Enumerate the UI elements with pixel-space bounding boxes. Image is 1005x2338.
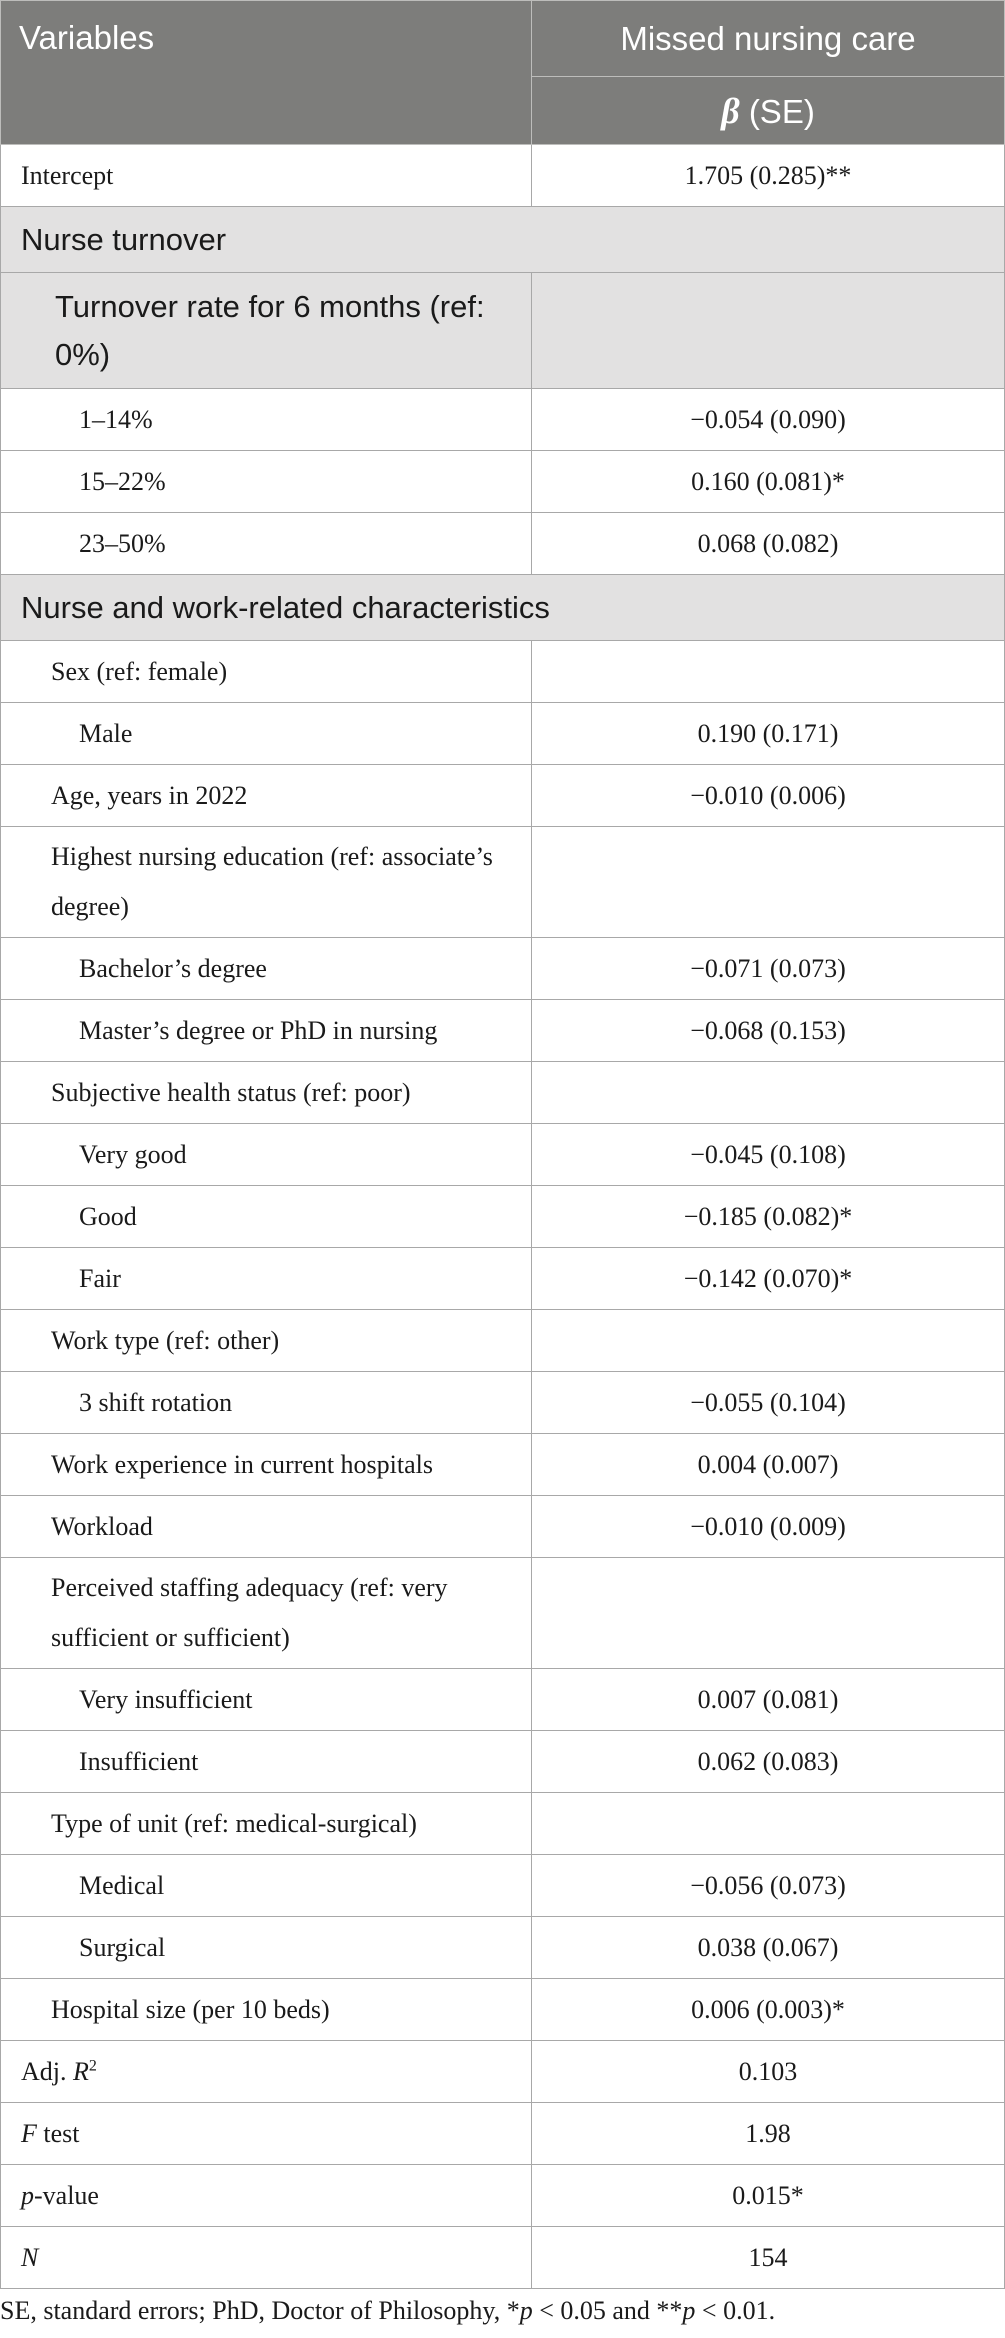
row-label-adj-r2 <box>1 2041 532 2103</box>
label-suffix: -value <box>34 2180 99 2210</box>
row-label-p-value <box>1 2165 532 2227</box>
row-value: 0.190 (0.171) <box>532 703 1005 765</box>
row-value: −0.185 (0.082)* <box>532 1186 1005 1248</box>
table-row <box>1 1558 1005 1669</box>
table-row <box>1 1248 1005 1310</box>
header-outcome: Missed nursing care <box>532 1 1005 77</box>
row-value: 0.006 (0.003)* <box>532 1979 1005 2041</box>
row-value <box>532 1310 1005 1372</box>
row-value: 0.160 (0.081)* <box>532 451 1005 513</box>
row-value <box>532 273 1005 389</box>
row-label: Work experience in current hospitals <box>1 1434 532 1496</box>
table-row <box>1 145 1005 207</box>
row-label: Bachelor’s degree <box>1 938 532 1000</box>
table-row <box>1 1310 1005 1372</box>
section-label: Nurse and work-related characteristics <box>1 575 1005 641</box>
row-value: −0.071 (0.073) <box>532 938 1005 1000</box>
row-label: Intercept <box>1 145 532 207</box>
table-row <box>1 1434 1005 1496</box>
row-value: −0.056 (0.073) <box>532 1855 1005 1917</box>
beta-se-label: (SE) <box>748 92 815 130</box>
footnote-text: SE, standard errors; PhD, Doctor of Philosophy, * <box>0 2296 520 2325</box>
label-variable: N <box>21 2242 39 2272</box>
row-label: Subjective health status (ref: poor) <box>1 1062 532 1124</box>
table-row <box>1 1124 1005 1186</box>
footnote-text: < 0.05 and ** <box>532 2296 683 2325</box>
table-row <box>1 2165 1005 2227</box>
section-row <box>1 207 1005 273</box>
row-label: Type of unit (ref: medical-surgical) <box>1 1793 532 1855</box>
row-label: Very good <box>1 1124 532 1186</box>
row-value: −0.068 (0.153) <box>532 1000 1005 1062</box>
row-value: 0.004 (0.007) <box>532 1434 1005 1496</box>
row-value: −0.045 (0.108) <box>532 1124 1005 1186</box>
header-beta-se <box>532 77 1005 145</box>
table-row <box>1 827 1005 938</box>
section-label: Nurse turnover <box>1 207 1005 273</box>
row-label: Fair <box>1 1248 532 1310</box>
table-row <box>1 1496 1005 1558</box>
row-label-f-test <box>1 2103 532 2165</box>
table-row <box>1 938 1005 1000</box>
row-value: −0.010 (0.006) <box>532 765 1005 827</box>
row-label: Surgical <box>1 1917 532 1979</box>
row-label: 15–22% <box>1 451 532 513</box>
footnote-p: p <box>519 2296 533 2325</box>
row-label: Work type (ref: other) <box>1 1310 532 1372</box>
label-variable: F <box>21 2118 37 2148</box>
row-label: Master’s degree or PhD in nursing <box>1 1000 532 1062</box>
row-value <box>532 641 1005 703</box>
row-value: 1.705 (0.285)** <box>532 145 1005 207</box>
label-suffix: test <box>36 2118 80 2148</box>
footnote-text: < 0.01. <box>695 2296 776 2325</box>
row-label: Perceived staffing adequacy (ref: very sufficient or sufficient) <box>1 1558 532 1669</box>
row-value <box>532 1793 1005 1855</box>
row-value: 0.038 (0.067) <box>532 1917 1005 1979</box>
row-value: 0.103 <box>532 2041 1005 2103</box>
table-row <box>1 1917 1005 1979</box>
subgroup-label: Turnover rate for 6 months (ref: 0%) <box>1 273 532 389</box>
table-row <box>1 1372 1005 1434</box>
row-label: 1–14% <box>1 389 532 451</box>
label-variable: R <box>73 2056 89 2086</box>
label-prefix: Adj. <box>21 2056 73 2086</box>
subgroup-row <box>1 273 1005 389</box>
row-label: Very insufficient <box>1 1669 532 1731</box>
table-row <box>1 1855 1005 1917</box>
row-value: 154 <box>532 2227 1005 2289</box>
table-row <box>1 2041 1005 2103</box>
label-superscript: 2 <box>88 2056 97 2074</box>
table-row <box>1 389 1005 451</box>
row-value: 1.98 <box>532 2103 1005 2165</box>
header-variables: Variables <box>1 1 532 145</box>
table-row <box>1 1062 1005 1124</box>
table-row <box>1 1793 1005 1855</box>
table-row <box>1 1669 1005 1731</box>
table-row <box>1 2103 1005 2165</box>
table-row <box>1 1000 1005 1062</box>
row-value <box>532 827 1005 938</box>
row-label: Medical <box>1 1855 532 1917</box>
table-row <box>1 2227 1005 2289</box>
row-label: 3 shift rotation <box>1 1372 532 1434</box>
row-label: Male <box>1 703 532 765</box>
table-row <box>1 513 1005 575</box>
row-value: −0.054 (0.090) <box>532 389 1005 451</box>
row-label: Highest nursing education (ref: associate’s degree) <box>1 827 532 938</box>
table-row <box>1 1731 1005 1793</box>
row-label: Insufficient <box>1 1731 532 1793</box>
table-row <box>1 703 1005 765</box>
row-value: 0.007 (0.081) <box>532 1669 1005 1731</box>
row-label-n <box>1 2227 532 2289</box>
row-label: Age, years in 2022 <box>1 765 532 827</box>
row-label: Good <box>1 1186 532 1248</box>
table-row <box>1 765 1005 827</box>
row-value <box>532 1558 1005 1669</box>
row-value: 0.015* <box>532 2165 1005 2227</box>
row-label: Sex (ref: female) <box>1 641 532 703</box>
table-row <box>1 1186 1005 1248</box>
row-value: −0.055 (0.104) <box>532 1372 1005 1434</box>
row-value: −0.142 (0.070)* <box>532 1248 1005 1310</box>
table-row <box>1 1979 1005 2041</box>
table-row <box>1 451 1005 513</box>
label-variable: p <box>21 2180 34 2210</box>
beta-symbol: β <box>721 90 740 131</box>
table-footnote <box>0 2296 1005 2326</box>
row-label: Workload <box>1 1496 532 1558</box>
section-row <box>1 575 1005 641</box>
row-value: −0.010 (0.009) <box>532 1496 1005 1558</box>
row-value: 0.068 (0.082) <box>532 513 1005 575</box>
row-label: 23–50% <box>1 513 532 575</box>
row-label: Hospital size (per 10 beds) <box>1 1979 532 2041</box>
row-value: 0.062 (0.083) <box>532 1731 1005 1793</box>
table-row <box>1 641 1005 703</box>
footnote-p: p <box>682 2296 696 2325</box>
row-value <box>532 1062 1005 1124</box>
